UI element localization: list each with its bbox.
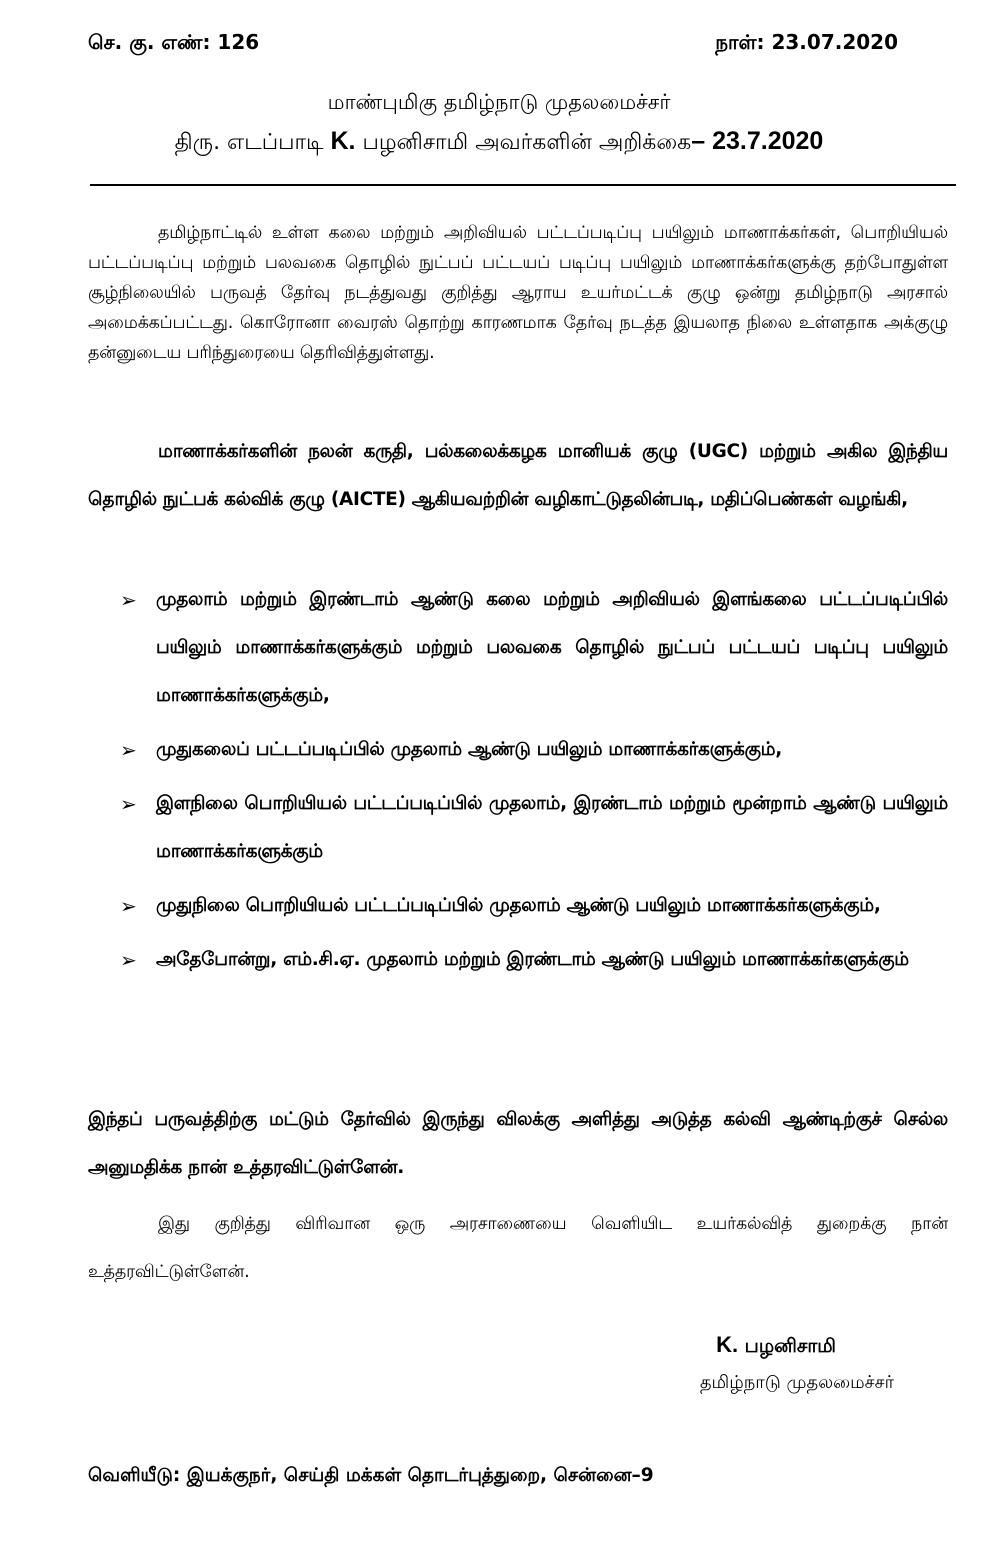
title-line-2 <box>0 127 998 158</box>
list-item <box>120 936 948 984</box>
signatory-name <box>716 1332 836 1360</box>
list-item <box>120 780 948 876</box>
order-paragraph: இது குறித்து விரிவான ஒரு அரசாணையை வெளியிட உயர்கல்வித் துறைக்கு நான் உத்தரவிட்டுள்ளேன். <box>88 1214 948 1282</box>
release-footer: வெளியீடு: இயக்குநர், செய்தி மக்கள் தொடர்புத்துறை, சென்னை–9 <box>88 1465 654 1486</box>
list-item <box>120 576 948 720</box>
title-prefix: திரு. எடப்பாடி <box>174 130 331 155</box>
list-item <box>120 882 948 930</box>
release-date: நாள்: 23.07.2020 <box>715 30 898 54</box>
intro-paragraph: தமிழ்நாட்டில் உள்ள கலை மற்றும் அறிவியல் பட்டப்படிப்பு பயிலும் மாணாக்கர்கள், பொறியியல் பட்டப்படிப்பு மற்றும் பலவகை தொழில் நுட்பப் பட்டயப் படிப்பு பயிலும் மாணாக்கர்களுக்கு தற்போதுள்ள சூழ்நிலையில் பருவத் தேர்வு நடத்துவது குறித்து ஆராய உயர்மட்டக் குழு ஒன்று தமிழ்நாடு அரசால் அமைக்கப்பட்டது. கொரோனா வைரஸ் தொற்று காரணமாக தேர்வு நடத்த இயலாத நிலை உள்ளதாக அக்குழு தன்னுடைய பரிந்துரையை தெரிவித்துள்ளது. <box>88 223 948 363</box>
header-row <box>88 30 898 64</box>
arrow-bullet-icon: ➢ <box>120 738 137 762</box>
title-initial: K. <box>330 127 356 155</box>
signatory-surname: பழனிசாமி <box>738 1335 836 1357</box>
arrow-bullet-icon: ➢ <box>120 894 137 918</box>
exemption-paragraph: இந்தப் பருவத்திற்கு மட்டும் தேர்வில் இருந்து விலக்கு அளித்து அடுத்த கல்வி ஆண்டிற்குச் செல்ல அனுமதிக்க நான் உத்தரவிட்டுள்ளேன். <box>88 1109 948 1178</box>
title-middle: பழனிசாமி அவர்களின் அறிக்கை <box>355 130 692 155</box>
list-item-text: முதுகலைப் பட்டப்படிப்பில் முதலாம் ஆண்டு பயிலும் மாணாக்கர்களுக்கும், <box>156 739 782 760</box>
list-item-text: முதலாம் மற்றும் இரண்டாம் ஆண்டு கலை மற்றும் அறிவியல் இளங்கலை பட்டப்படிப்பில் பயிலும் மாணாக்கர்களுக்கும் மற்றும் பலவகை தொழில் நுட்பப் பட்டயப் படிப்பு பயிலும் மாணாக்கர்களுக்கும், <box>156 589 948 706</box>
list-item <box>120 726 948 774</box>
guidelines-paragraph: மாணாக்கர்களின் நலன் கருதி, பல்கலைக்கழக மானியக் குழு (UGC) மற்றும் அகில இந்திய தொழில் நுட்பக் கல்விக் குழு (AICTE) ஆகியவற்றின் வழிகாட்டுதலின்படி, மதிப்பெண்கள் வழங்கி, <box>88 441 948 510</box>
signatory-initial: K. <box>716 1332 739 1357</box>
reference-number: செ. கு. எண்: 126 <box>88 30 260 54</box>
signatory-title: தமிழ்நாடு முதலமைச்சர் <box>699 1372 894 1393</box>
arrow-bullet-icon: ➢ <box>120 588 137 612</box>
arrow-bullet-icon: ➢ <box>120 792 137 816</box>
student-category-list <box>120 576 948 990</box>
title-line-1: மாண்புமிகு தமிழ்நாடு முதலமைச்சர் <box>327 90 671 114</box>
arrow-bullet-icon: ➢ <box>120 948 137 972</box>
title-divider <box>90 184 956 186</box>
list-item-text: முதுநிலை பொறியியல் பட்டப்படிப்பில் முதலாம் ஆண்டு பயிலும் மாணாக்கர்களுக்கும், <box>156 895 881 916</box>
list-item-text: இளநிலை பொறியியல் பட்டப்படிப்பில் முதலாம், இரண்டாம் மற்றும் மூன்றாம் ஆண்டு பயிலும் மாணாக்கர்களுக்கும் <box>156 793 948 862</box>
list-item-text: அதேபோன்று, எம்.சி.ஏ. முதலாம் மற்றும் இரண்டாம் ஆண்டு பயிலும் மாணாக்கர்களுக்கும் <box>156 949 909 970</box>
title-date: – 23.7.2020 <box>691 127 824 155</box>
